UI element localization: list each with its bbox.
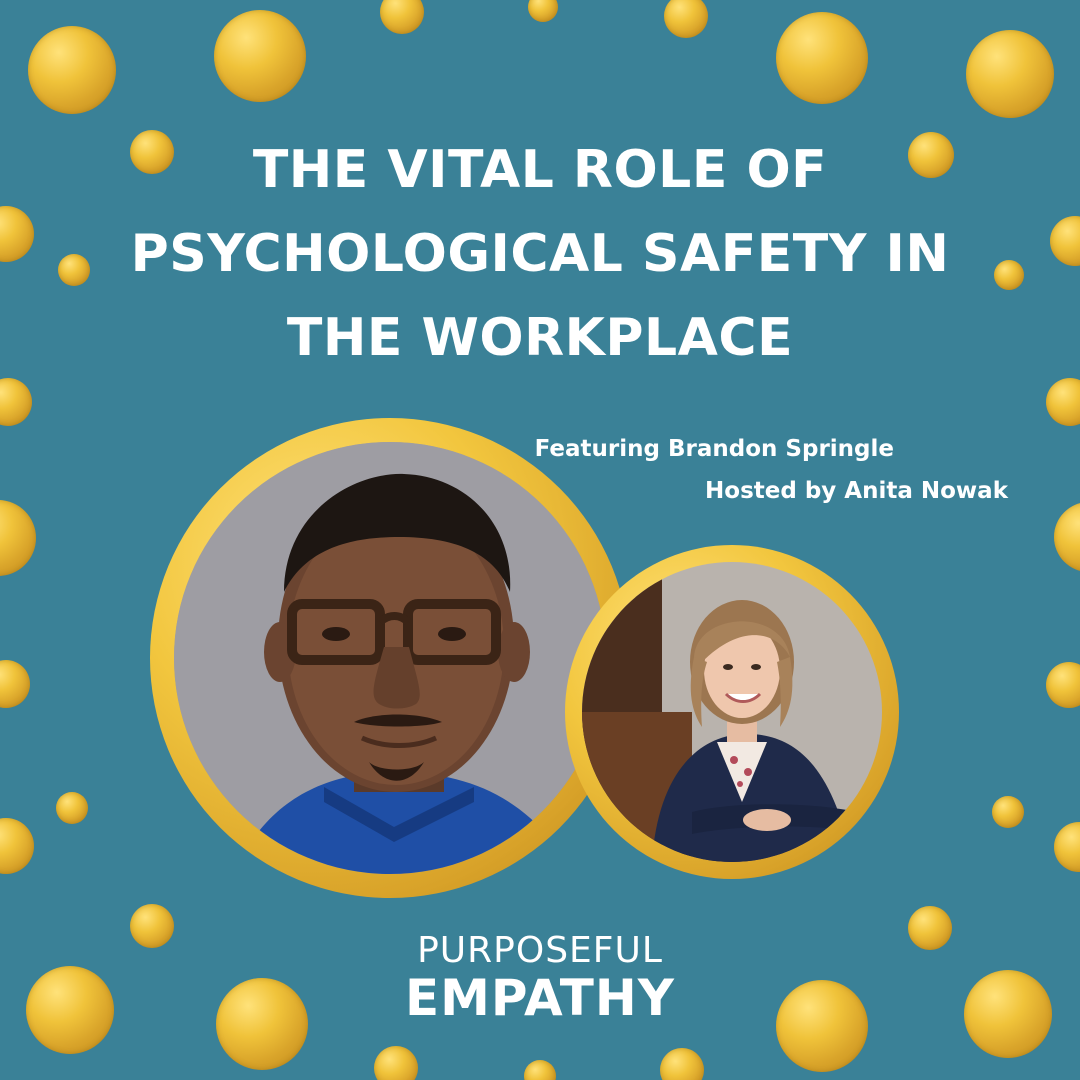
podcast-logo [340,930,740,1027]
gold-dot [528,0,558,22]
gold-dot [1054,502,1080,572]
episode-title [100,128,980,380]
gold-dot [58,254,90,286]
gold-dot [380,0,424,34]
gold-dot [130,904,174,948]
gold-dot [1046,378,1080,426]
gold-dot [56,792,88,824]
gold-dot [994,260,1024,290]
gold-dot [0,378,32,426]
gold-dot [660,1048,704,1080]
title-line-2: PSYCHOLOGICAL SAFETY IN [130,224,950,284]
gold-dot [664,0,708,38]
logo-line-2: EMPATHY [405,969,675,1027]
gold-dot [214,10,306,102]
featuring-text: Featuring Brandon Springle [534,436,894,462]
gold-dot [0,818,34,874]
gold-dot [1046,662,1080,708]
host-portrait-illustration [582,562,882,862]
hosted-text: Hosted by Anita Nowak [705,478,1008,504]
gold-dot [966,30,1054,118]
gold-dot [1054,822,1080,872]
guest-photo [174,442,606,874]
gold-dot [0,206,34,262]
gold-dot [776,12,868,104]
gold-dot [0,660,30,708]
guest-portrait-illustration [174,442,606,874]
logo-line-1: PURPOSEFUL [417,930,663,971]
gold-dot [776,980,868,1072]
host-photo [582,562,882,862]
title-line-1: THE VITAL ROLE OF [252,140,828,200]
gold-dot [374,1046,418,1080]
gold-dot [992,796,1024,828]
gold-dot [524,1060,556,1080]
gold-dot [908,906,952,950]
gold-dot [216,978,308,1070]
gold-dot [28,26,116,114]
gold-dot [1050,216,1080,266]
title-line-3: THE WORKPLACE [286,308,794,368]
gold-dot [0,500,36,576]
gold-dot [964,970,1052,1058]
gold-dot [26,966,114,1054]
